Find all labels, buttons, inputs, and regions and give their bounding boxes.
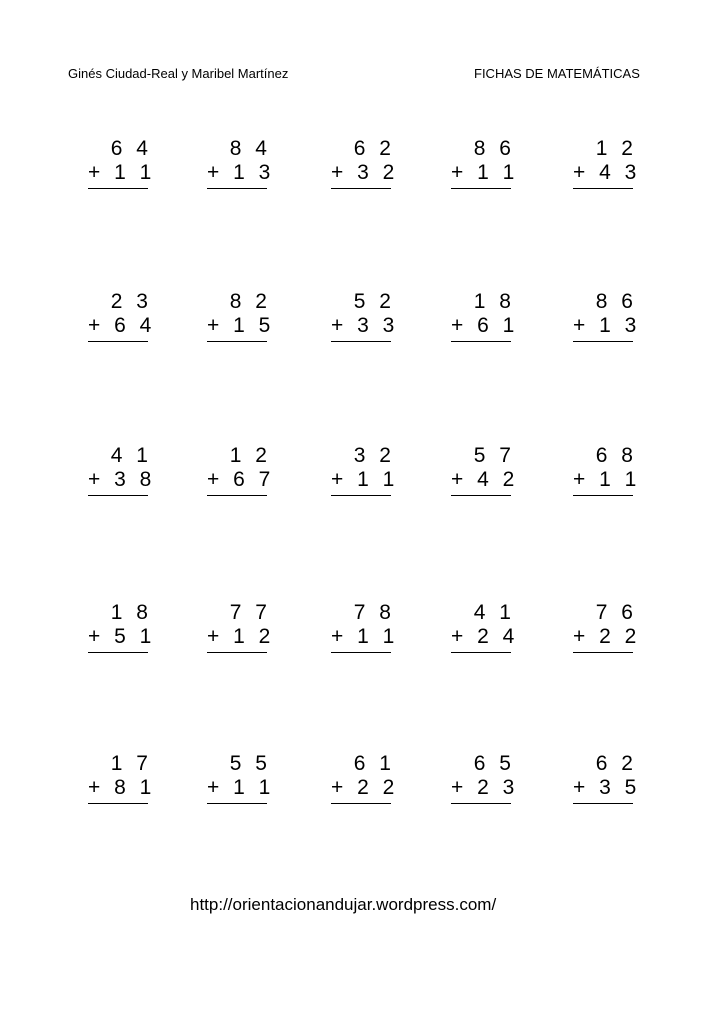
- addition-problem: [88, 444, 156, 496]
- addend-bottom: + 2 2: [331, 776, 399, 799]
- addition-problem: [207, 137, 275, 189]
- addend-top: 8 6: [595, 290, 637, 313]
- header-title: FICHAS DE MATEMÁTICAS: [474, 66, 640, 81]
- addition-problem: [331, 601, 399, 653]
- addition-problem: [88, 752, 156, 804]
- addition-problem: [331, 752, 399, 804]
- addend-top: 7 6: [595, 601, 637, 624]
- addition-problem: [207, 601, 275, 653]
- footer-url: http://orientacionandujar.wordpress.com/: [190, 895, 497, 914]
- addend-top: 6 2: [353, 137, 395, 160]
- addition-problem: [573, 137, 641, 189]
- addend-top: 4 1: [110, 444, 152, 467]
- sum-line: [88, 803, 148, 804]
- addition-problem: [88, 137, 156, 189]
- addend-top: 5 5: [229, 752, 271, 775]
- addend-bottom: + 1 1: [331, 468, 399, 491]
- addition-problem: [573, 444, 641, 496]
- addend-bottom: + 1 2: [207, 625, 275, 648]
- addend-bottom: + 6 7: [207, 468, 275, 491]
- sum-line: [88, 652, 148, 653]
- addend-bottom: + 2 2: [573, 625, 641, 648]
- addend-top: 1 8: [473, 290, 515, 313]
- sum-line: [207, 341, 267, 342]
- addend-top: 3 2: [353, 444, 395, 467]
- addend-bottom: + 6 4: [88, 314, 156, 337]
- addend-top: 2 3: [110, 290, 152, 313]
- addend-top: 1 2: [229, 444, 271, 467]
- addend-bottom: + 4 2: [451, 468, 519, 491]
- sum-line: [573, 652, 633, 653]
- addition-problem: [207, 290, 275, 342]
- addend-bottom: + 3 5: [573, 776, 641, 799]
- addition-problem: [573, 601, 641, 653]
- addition-problem: [207, 752, 275, 804]
- sum-line: [573, 803, 633, 804]
- sum-line: [451, 341, 511, 342]
- addend-top: 6 5: [473, 752, 515, 775]
- addend-bottom: + 2 4: [451, 625, 519, 648]
- sum-line: [207, 495, 267, 496]
- addend-top: 6 2: [595, 752, 637, 775]
- addend-bottom: + 1 3: [207, 161, 275, 184]
- sum-line: [573, 341, 633, 342]
- addend-bottom: + 4 3: [573, 161, 641, 184]
- addition-problem: [573, 752, 641, 804]
- header-authors: Ginés Ciudad-Real y Maribel Martínez: [68, 66, 289, 81]
- addend-bottom: + 1 3: [573, 314, 641, 337]
- sum-line: [451, 652, 511, 653]
- addend-bottom: + 3 3: [331, 314, 399, 337]
- sum-line: [88, 495, 148, 496]
- addend-top: 8 4: [229, 137, 271, 160]
- addition-problem: [331, 444, 399, 496]
- addend-bottom: + 1 1: [88, 161, 156, 184]
- addend-top: 6 1: [353, 752, 395, 775]
- addend-bottom: + 5 1: [88, 625, 156, 648]
- addition-problem: [88, 601, 156, 653]
- sum-line: [573, 495, 633, 496]
- addend-bottom: + 1 1: [207, 776, 275, 799]
- addend-top: 5 2: [353, 290, 395, 313]
- sum-line: [331, 495, 391, 496]
- sum-line: [451, 803, 511, 804]
- addition-problem: [451, 752, 519, 804]
- addition-problem: [331, 290, 399, 342]
- sum-line: [207, 188, 267, 189]
- addend-top: 1 8: [110, 601, 152, 624]
- sum-line: [331, 188, 391, 189]
- addend-top: 8 2: [229, 290, 271, 313]
- addition-problem: [331, 137, 399, 189]
- addend-top: 6 8: [595, 444, 637, 467]
- addend-top: 7 7: [229, 601, 271, 624]
- sum-line: [88, 341, 148, 342]
- sum-line: [331, 803, 391, 804]
- addition-problem: [573, 290, 641, 342]
- addend-top: 1 7: [110, 752, 152, 775]
- addend-top: 5 7: [473, 444, 515, 467]
- sum-line: [331, 652, 391, 653]
- addition-problem: [451, 290, 519, 342]
- addend-bottom: + 3 2: [331, 161, 399, 184]
- addition-problem: [207, 444, 275, 496]
- addend-bottom: + 2 3: [451, 776, 519, 799]
- addend-top: 7 8: [353, 601, 395, 624]
- addend-bottom: + 6 1: [451, 314, 519, 337]
- sum-line: [88, 188, 148, 189]
- addend-bottom: + 1 5: [207, 314, 275, 337]
- addend-bottom: + 1 1: [451, 161, 519, 184]
- sum-line: [207, 803, 267, 804]
- addition-problem: [88, 290, 156, 342]
- sum-line: [451, 188, 511, 189]
- addition-problem: [451, 137, 519, 189]
- addend-bottom: + 3 8: [88, 468, 156, 491]
- sum-line: [207, 652, 267, 653]
- sum-line: [573, 188, 633, 189]
- addend-top: 8 6: [473, 137, 515, 160]
- addend-bottom: + 1 1: [573, 468, 641, 491]
- addend-bottom: + 1 1: [331, 625, 399, 648]
- addend-top: 4 1: [473, 601, 515, 624]
- sum-line: [451, 495, 511, 496]
- addition-problem: [451, 601, 519, 653]
- sum-line: [331, 341, 391, 342]
- addend-top: 6 4: [110, 137, 152, 160]
- addition-problem: [451, 444, 519, 496]
- addend-top: 1 2: [595, 137, 637, 160]
- addend-bottom: + 8 1: [88, 776, 156, 799]
